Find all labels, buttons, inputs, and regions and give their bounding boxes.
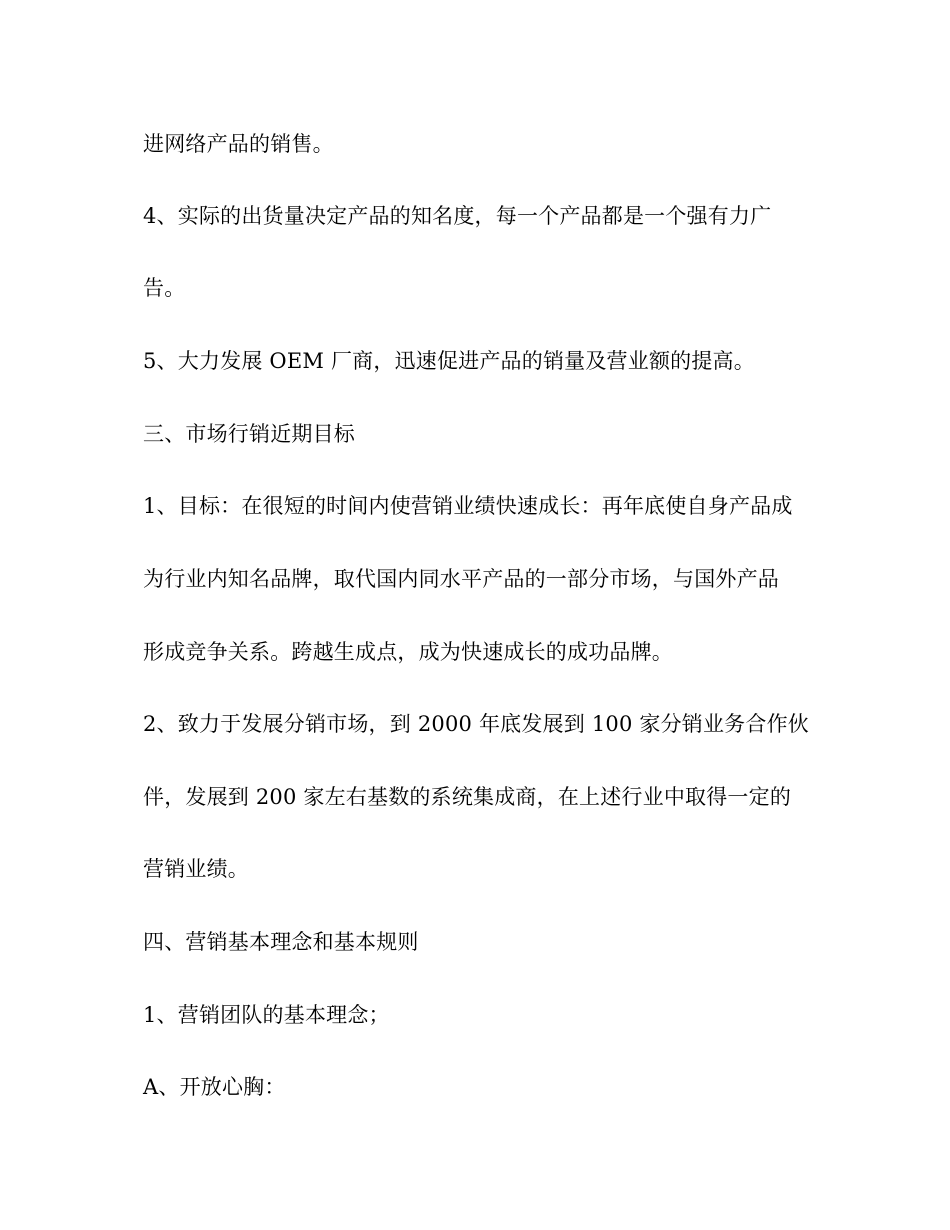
text-line: 2、致力于发展分销市场，到 2000 年底发展到 100 家分销业务合作伙 [143, 712, 809, 736]
text-line: A、开放心胸： [143, 1075, 286, 1099]
section-heading: 四、营销基本理念和基本规则 [143, 930, 419, 954]
text-line: 为行业内知名品牌，取代国内同水平产品的一部分市场，与国外产品 [143, 567, 779, 591]
section-heading: 三、市场行销近期目标 [143, 422, 355, 446]
text-line: 形成竞争关系。跨越生成点，成为快速成长的成功品牌。 [143, 640, 673, 664]
text-line: 4、实际的出货量决定产品的知名度，每一个产品都是一个强有力广 [143, 204, 772, 228]
text-line: 1、目标：在很短的时间内使营销业绩快速成长：再年底使自身产品成 [143, 494, 793, 518]
text-line: 1、营销团队的基本理念； [143, 1003, 390, 1027]
text-line: 告。 [143, 276, 186, 300]
text-line: 伴，发展到 200 家左右基数的系统集成商，在上述行业中取得一定的 [143, 785, 792, 809]
text-line: 进网络产品的销售。 [143, 132, 334, 156]
text-line: 营销业绩。 [143, 857, 249, 881]
text-line: 5、大力发展 OEM 厂商，迅速促进产品的销量及营业额的提高。 [143, 349, 755, 373]
